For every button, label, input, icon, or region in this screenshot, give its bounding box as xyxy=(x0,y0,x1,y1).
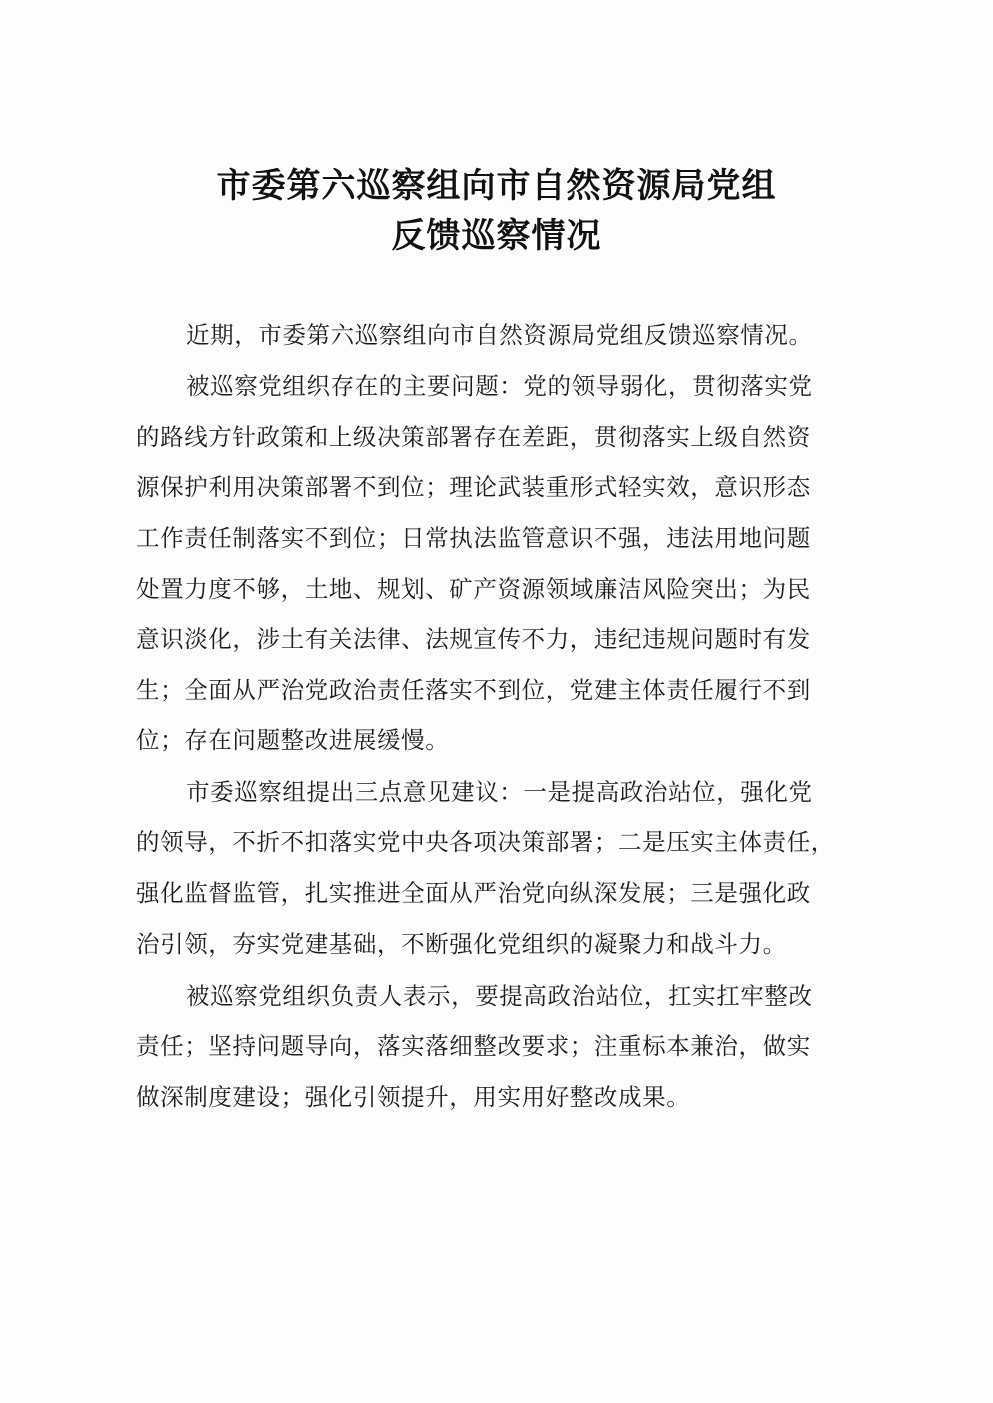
paragraph-line: 责任；坚持问题导向，落实落细整改要求；注重标本兼治，做实 xyxy=(136,1032,811,1060)
paragraph-line: 近期，市委第六巡察组向市自然资源局党组反馈巡察情况。 xyxy=(186,321,813,349)
paragraph-line: 强化监督监管，扎实推进全面从严治党向纵深发展；三是强化政 xyxy=(136,879,811,907)
paragraph-line: 的路线方针政策和上级决策部署存在差距，贯彻落实上级自然资 xyxy=(136,423,811,451)
paragraph-line: 的领导，不折不扣落实党中央各项决策部署；二是压实主体责任， xyxy=(136,828,835,856)
document-title-line-1: 市委第六巡察组向市自然资源局党组 xyxy=(216,166,777,206)
document-title-line-2: 反馈巡察情况 xyxy=(391,216,602,256)
paragraph-line: 处置力度不够，土地、规划、矿产资源领域廉洁风险突出；为民 xyxy=(136,575,811,603)
paragraph-line: 工作责任制落实不到位；日常执法监管意识不强，违法用地问题 xyxy=(136,524,811,552)
paragraph-line: 治引领，夯实党建基础，不断强化党组织的凝聚力和战斗力。 xyxy=(136,930,787,958)
paragraph-line: 市委巡察组提出三点意见建议：一是提高政治站位，强化党 xyxy=(186,778,813,806)
paragraph-line: 做深制度建设；强化引领提升，用实用好整改成果。 xyxy=(136,1083,691,1111)
paragraph-line: 源保护利用决策部署不到位；理论武装重形式轻实效，意识形态 xyxy=(136,473,811,501)
paragraph-line: 生；全面从严治党政治责任落实不到位，党建主体责任履行不到 xyxy=(136,676,811,704)
paragraph-line: 被巡察党组织存在的主要问题：党的领导弱化，贯彻落实党 xyxy=(186,372,813,400)
paragraph-line: 意识淡化，涉土有关法律、法规宣传不力，违纪违规问题时有发 xyxy=(136,625,811,653)
paragraph-line: 被巡察党组织负责人表示，要提高政治站位，扛实扛牢整改 xyxy=(186,982,813,1010)
paragraph-line: 位；存在问题整改进展缓慢。 xyxy=(136,726,450,754)
